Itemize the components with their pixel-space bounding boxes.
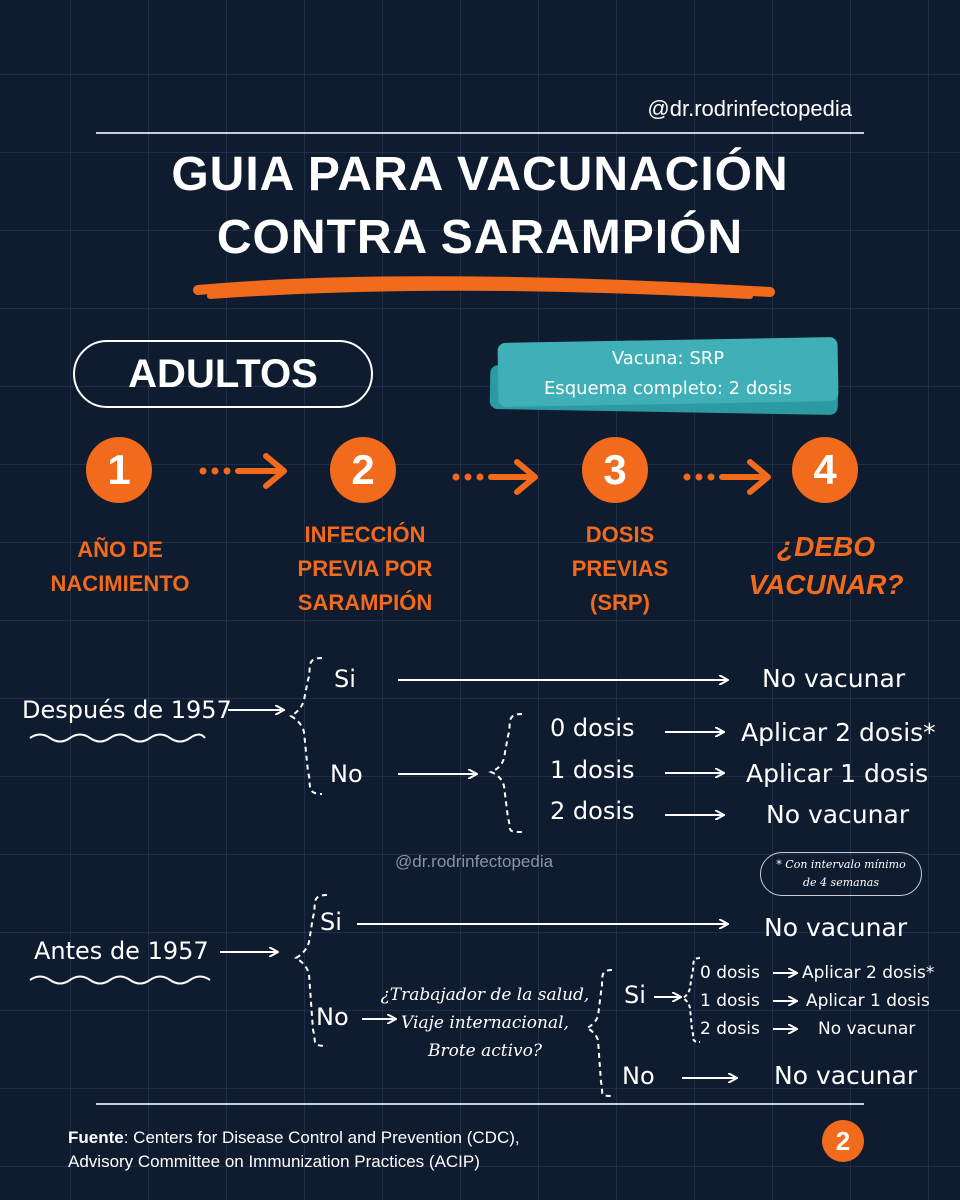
step-3-label-line: DOSIS: [585, 522, 655, 547]
after-1957-result-0: Aplicar 2 dosis*: [741, 718, 936, 747]
step-2-circle: 2: [330, 437, 396, 503]
step-2-label-line: INFECCIÓN: [304, 522, 426, 547]
page-title-line2: CONTRA SARAMPIÓN: [216, 211, 744, 264]
step-3-circle: 3: [582, 437, 648, 503]
before-1957-label: Antes de 1957: [34, 937, 209, 965]
risk-dose-2: 2 dosis: [700, 1019, 760, 1039]
risk-result-1: Aplicar 1 dosis: [806, 991, 930, 1011]
risk-result-0: Aplicar 2 dosis*: [802, 963, 935, 983]
footnote-interval: [760, 852, 922, 896]
squiggle-before-1957: [30, 977, 210, 984]
after-1957-si: Si: [334, 665, 356, 693]
bottom-divider: [96, 1103, 864, 1105]
risk-question-line: ¿Trabajador de la salud,: [380, 985, 590, 1005]
author-handle: @dr.rodrinfectopedia: [647, 96, 852, 121]
before-1957-no: No: [316, 1003, 349, 1031]
step-1-label-line: AÑO DE: [77, 537, 163, 562]
after-1957-result-1: Aplicar 1 dosis: [746, 759, 929, 788]
risk-si: Si: [624, 981, 646, 1009]
source-prefix: Fuente: [68, 1128, 124, 1147]
step-3-label-line: (SRP): [590, 590, 650, 615]
step-2-label-line: PREVIA POR: [297, 556, 433, 581]
after-1957-si-result: No vacunar: [762, 664, 906, 693]
risk-no: No: [622, 1062, 655, 1090]
footnote-line: * Con intervalo mínimo: [776, 858, 906, 871]
step-arrow-3: [684, 462, 769, 492]
page-title-line1: GUIA PARA VACUNACIÓN: [171, 148, 789, 201]
watermark-handle: @dr.rodrinfectopedia: [395, 852, 554, 871]
section-label-adultos: ADULTOS: [73, 340, 373, 408]
page-number: 2: [822, 1120, 864, 1162]
risk-dose-1: 1 dosis: [700, 991, 760, 1011]
step-1-label-line: NACIMIENTO: [50, 571, 190, 596]
step-arrow-1: [200, 456, 285, 486]
step-4-label-line: VACUNAR?: [748, 569, 904, 600]
source-citation: [68, 1126, 520, 1174]
after-1957-label: Después de 1957: [22, 696, 232, 724]
after-1957-dose-0: 0 dosis: [550, 714, 635, 742]
after-1957-no: No: [330, 760, 363, 788]
step-arrow-2: [453, 462, 536, 492]
risk-question-line: Brote activo?: [427, 1041, 543, 1061]
squiggle-after-1957: [30, 735, 205, 742]
risk-dose-0: 0 dosis: [700, 963, 760, 983]
after-1957-dose-2: 2 dosis: [550, 797, 635, 825]
vaccine-name: Vacuna: SRP: [611, 348, 725, 369]
step-1-circle: 1: [86, 437, 152, 503]
source-line-2: Advisory Committee on Immunization Practices (ACIP): [68, 1152, 480, 1171]
step-4-circle: 4: [792, 437, 858, 503]
risk-no-result: No vacunar: [774, 1061, 918, 1090]
before-1957-si: Si: [320, 908, 342, 936]
step-2-label-line: SARAMPIÓN: [297, 590, 433, 615]
step-3-label-line: PREVIAS: [571, 556, 669, 581]
risk-result-2: No vacunar: [818, 1019, 916, 1039]
risk-question-line: Viaje internacional,: [401, 1013, 569, 1033]
step-4-label-line: ¿DEBO: [777, 531, 875, 562]
after-1957-result-2: No vacunar: [766, 800, 910, 829]
before-1957-si-result: No vacunar: [764, 913, 908, 942]
after-1957-dose-1: 1 dosis: [550, 756, 635, 784]
vaccine-schedule: Esquema completo: 2 dosis: [543, 378, 793, 399]
footnote-line: de 4 semanas: [803, 876, 879, 889]
risk-question: [380, 981, 590, 1065]
source-text-1: : Centers for Disease Control and Prevention (CDC),: [123, 1128, 520, 1147]
source-line-1: [68, 1126, 520, 1150]
